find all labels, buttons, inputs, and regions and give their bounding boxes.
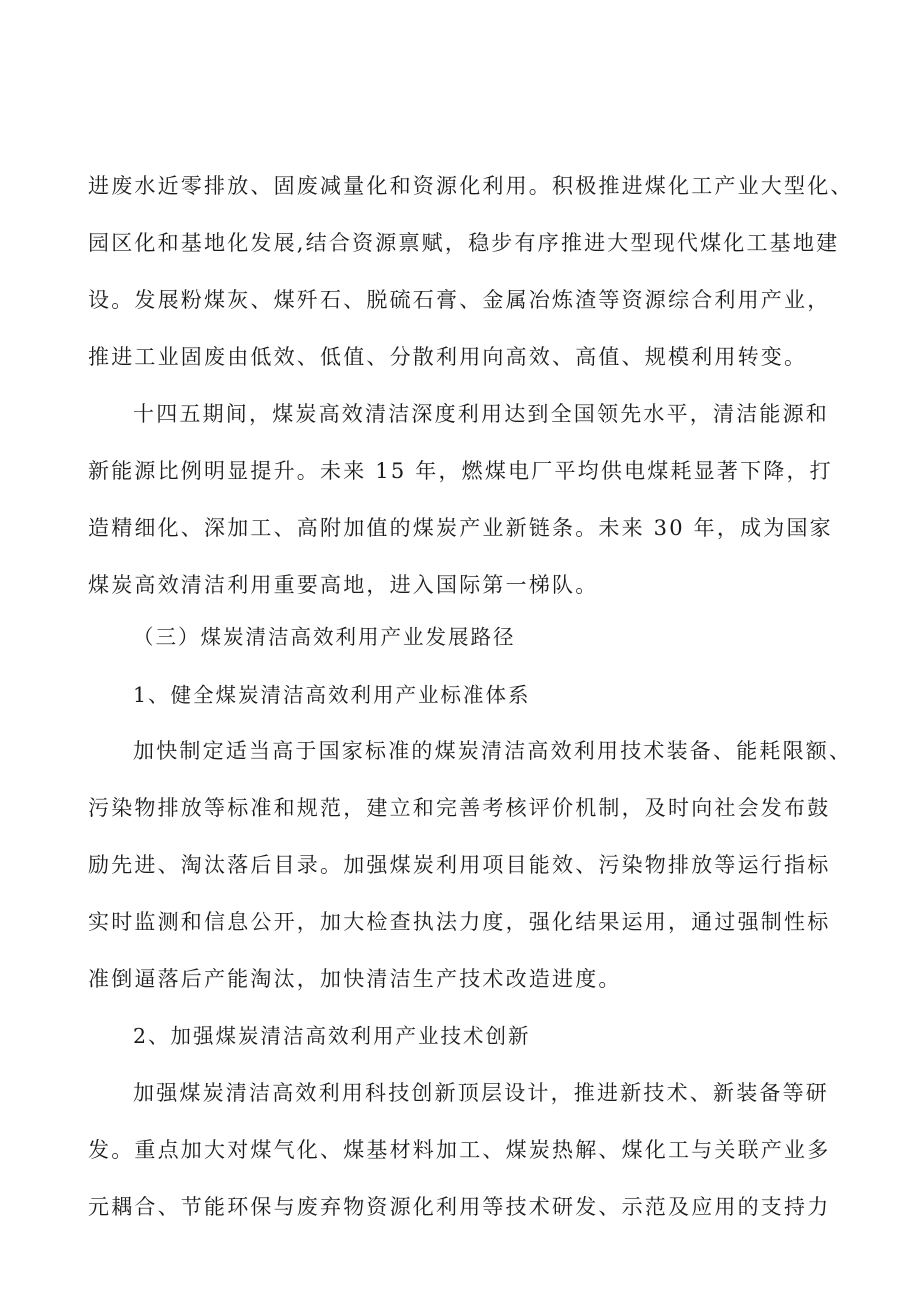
subsection-1-heading: 1、健全煤炭清洁高效利用产业标准体系 [133, 683, 531, 707]
subsection-2-line-1: 加强煤炭清洁高效利用科技创新顶层设计，推进新技术、新装备等研 [133, 1081, 829, 1105]
paragraph-2-line-4: 煤炭高效清洁利用重要高地，进入国际第一梯队。 [88, 573, 599, 597]
paragraph-2-line-3: 造精细化、深加工、高附加值的煤炭产业新链条。未来 30 年，成为国家 [88, 516, 833, 540]
subsection-2-heading: 2、加强煤炭清洁高效利用产业技术创新 [133, 1024, 531, 1048]
subsection-2-line-2: 发。重点加大对煤气化、煤基材料加工、煤炭热解、煤化工与关联产业多 [88, 1138, 831, 1162]
section-heading: （三）煤炭清洁高效利用产业发展路径 [133, 625, 516, 649]
paragraph-1-line-3: 设。发展粉煤灰、煤歼石、脱硫石膏、金属冶炼渣等资源综合利用产业， [88, 288, 831, 312]
subsection-1-line-2: 污染物排放等标准和规范，建立和完善考核评价机制，及时向社会发布鼓 [88, 796, 831, 820]
paragraph-1-line-4: 推进工业固废由低效、低值、分散利用向高效、高值、规模利用转变。 [88, 345, 808, 369]
paragraph-2-line-2: 新能源比例明显提升。未来 15 年，燃煤电厂平均供电煤耗显著下降，打 [88, 459, 833, 483]
paragraph-1-line-1: 进废水近零排放、固废减量化和资源化利用。积极推进煤化工产业大型化、 [88, 174, 854, 198]
subsection-1-line-5: 准倒逼落后产能淘汰，加快清洁生产技术改造进度。 [88, 967, 622, 991]
subsection-2-line-3: 元耦合、节能环保与废弃物资源化利用等技术研发、示范及应用的支持力 [88, 1195, 831, 1219]
paragraph-2-line-1: 十四五期间，煤炭高效清洁深度利用达到全国领先水平，清洁能源和 [133, 402, 829, 426]
subsection-1-line-4: 实时监测和信息公开，加大检查执法力度，强化结果运用，通过强制性标 [88, 910, 831, 934]
subsection-1-line-1: 加快制定适当高于国家标准的煤炭清洁高效利用技术装备、能耗限额、 [133, 739, 853, 763]
subsection-1-line-3: 励先进、淘汰落后目录。加强煤炭利用项目能效、污染物排放等运行指标 [88, 853, 831, 877]
paragraph-1-line-2: 园区化和基地化发展,结合资源禀赋，稳步有序推进大型现代煤化工基地建 [88, 231, 840, 255]
